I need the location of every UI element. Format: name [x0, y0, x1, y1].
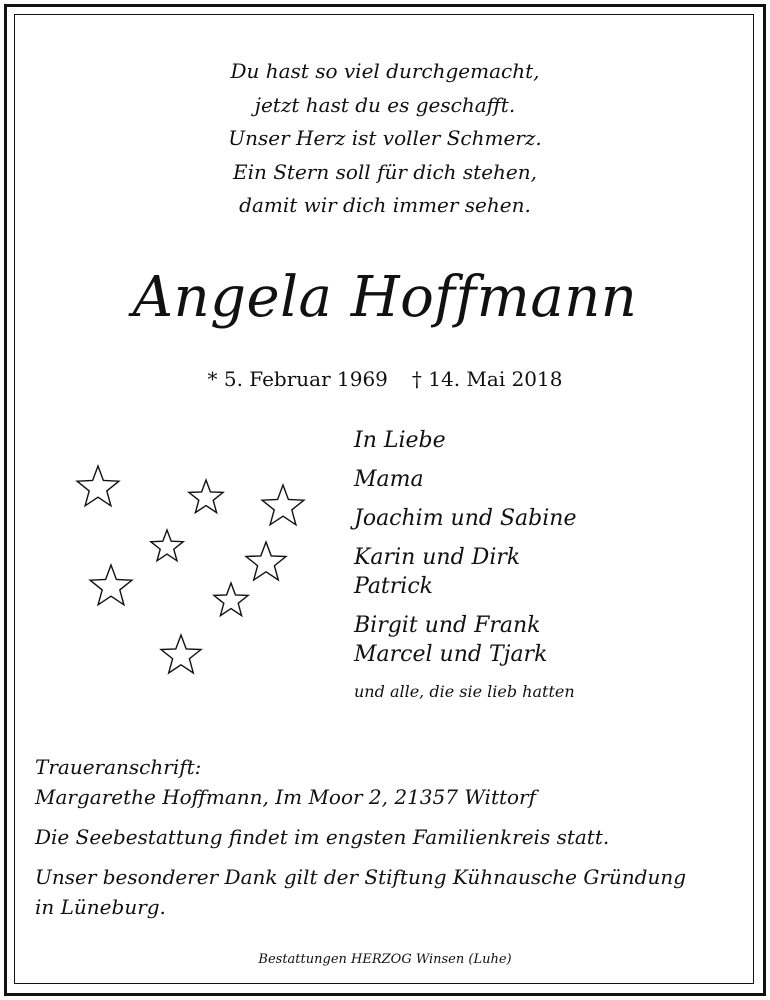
mourner-line: Mama: [354, 467, 424, 492]
mourners-closing: und alle, die sie lieb hatten: [354, 682, 575, 701]
funeral-home-footer: Bestattungen HERZOG Winsen (Luhe): [258, 952, 512, 967]
poem-line: Du hast so viel durchgemacht,: [230, 59, 540, 83]
burial-note-block: [35, 822, 735, 852]
mourner-group: [354, 543, 576, 601]
burial-note: Die Seebestattung findet im engsten Familienkreis statt.: [35, 825, 610, 849]
poem: [0, 55, 770, 223]
birth-date: * 5. Februar 1969: [207, 367, 388, 391]
mourner-line: Marcel und Tjark: [354, 642, 548, 667]
mourners-list: [354, 426, 576, 705]
poem-line: jetzt hast du es geschafft.: [254, 92, 516, 117]
address-block: [35, 752, 735, 812]
poem-line: damit wir dich immer sehen.: [239, 193, 531, 217]
death-date: † 14. Mai 2018: [411, 367, 563, 391]
mourner-group: [354, 611, 576, 669]
mourner-line: Patrick: [354, 574, 433, 599]
thanks-line: in Lüneburg.: [35, 895, 166, 919]
notice-details: [35, 752, 735, 932]
mourner-line: Birgit und Frank: [354, 613, 541, 638]
mourner-line: In Liebe: [354, 428, 446, 453]
mourner-group: [354, 504, 576, 533]
life-dates: [0, 364, 770, 394]
mourner-line: Joachim und Sabine: [354, 506, 577, 531]
deceased-name: Angela Hoffmann: [132, 265, 638, 330]
poem-line: Unser Herz ist voller Schmerz.: [228, 126, 542, 150]
mourner-line: Karin und Dirk: [354, 545, 521, 570]
address-line: Margarethe Hoffmann, Im Moor 2, 21357 Wittorf: [35, 785, 537, 809]
poem-line: Ein Stern soll für dich stehen,: [233, 159, 537, 184]
mourner-group: [354, 465, 576, 494]
address-label: Traueranschrift:: [35, 755, 202, 779]
mourner-group: [354, 426, 576, 455]
thanks-block: [35, 862, 735, 922]
thanks-line: Unser besonderer Dank gilt der Stiftung Kühnausche Gründung: [35, 865, 687, 889]
